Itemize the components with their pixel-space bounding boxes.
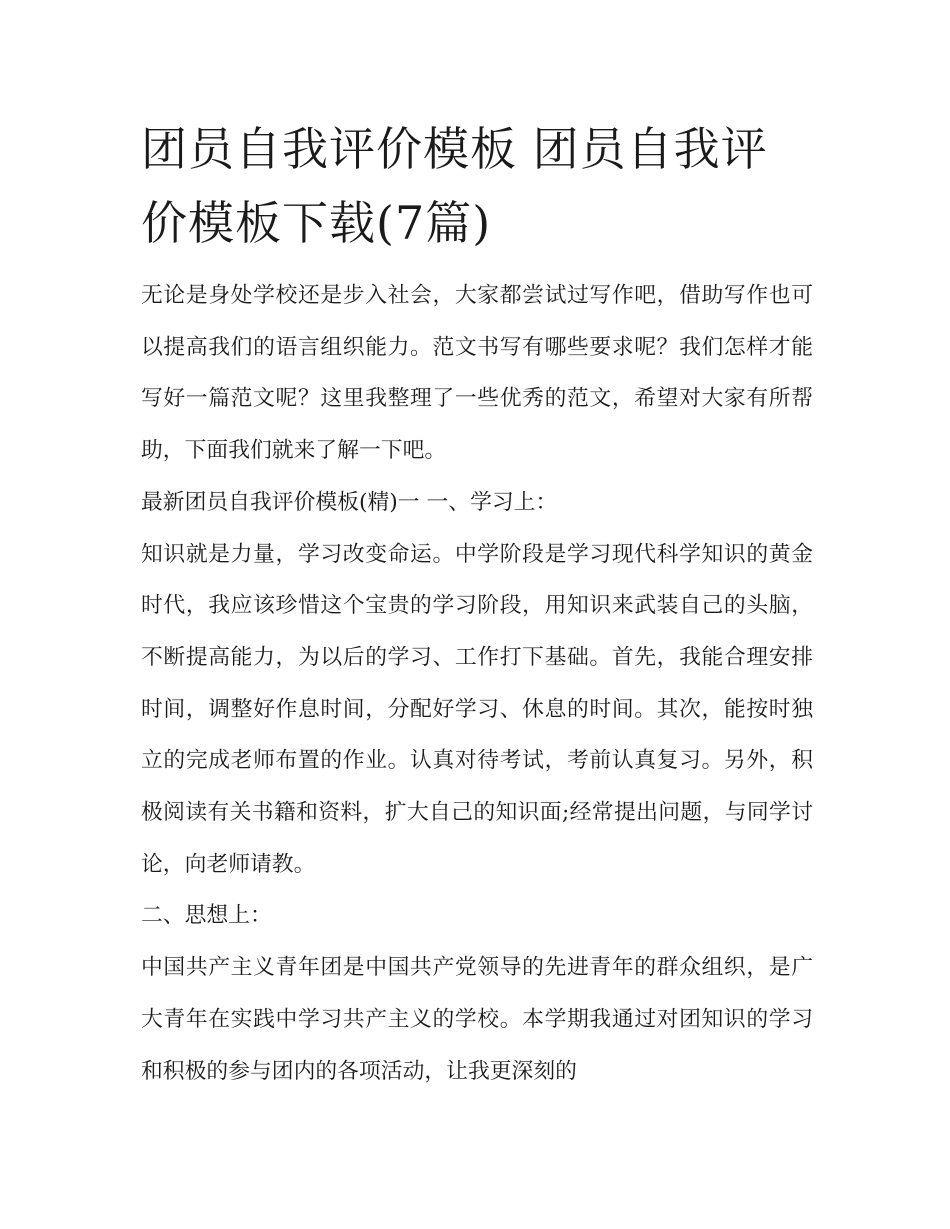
document-body	[141, 112, 813, 1097]
study-paragraph: 知识就是力量，学习改变命运。中学阶段是学习现代科学知识的黄金时代，我应该珍惜这个宝贵的学习阶段，用知识来武装自己的头脑，不断提高能力，为以后的学习、工作打下基础。首先，我能合理安排时间，调整好作息时间，分配好学习、休息的时间。其次，能按时独立的完成老师布置的作业。认真对待考试，考前认真复习。另外，积极阅读有关书籍和资料，扩大自己的知识面;经常提出问题，与同学讨论，向老师请教。	[141, 541, 813, 877]
section-heading-thought: 二、思想上：	[141, 903, 272, 929]
section-heading-study: 最新团员自我评价模板(精)一 一、学习上：	[141, 489, 558, 515]
thought-paragraph: 中国共产主义青年团是中国共产党领导的先进青年的群众组织，是广大青年在实践中学习共产主义的学校。本学期我通过对团知识的学习和积极的参与团内的各项活动，让我更深刻的	[141, 955, 813, 1084]
intro-paragraph: 无论是身处学校还是步入社会，大家都尝试过写作吧，借助写作也可以提高我们的语言组织能力。范文书写有哪些要求呢？我们怎样才能写好一篇范文呢？这里我整理了一些优秀的范文，希望对大家有所帮助，下面我们就来了解一下吧。	[141, 283, 813, 464]
document-title: 团员自我评价模板 团员自我评价模板下载(7篇)	[141, 122, 768, 250]
